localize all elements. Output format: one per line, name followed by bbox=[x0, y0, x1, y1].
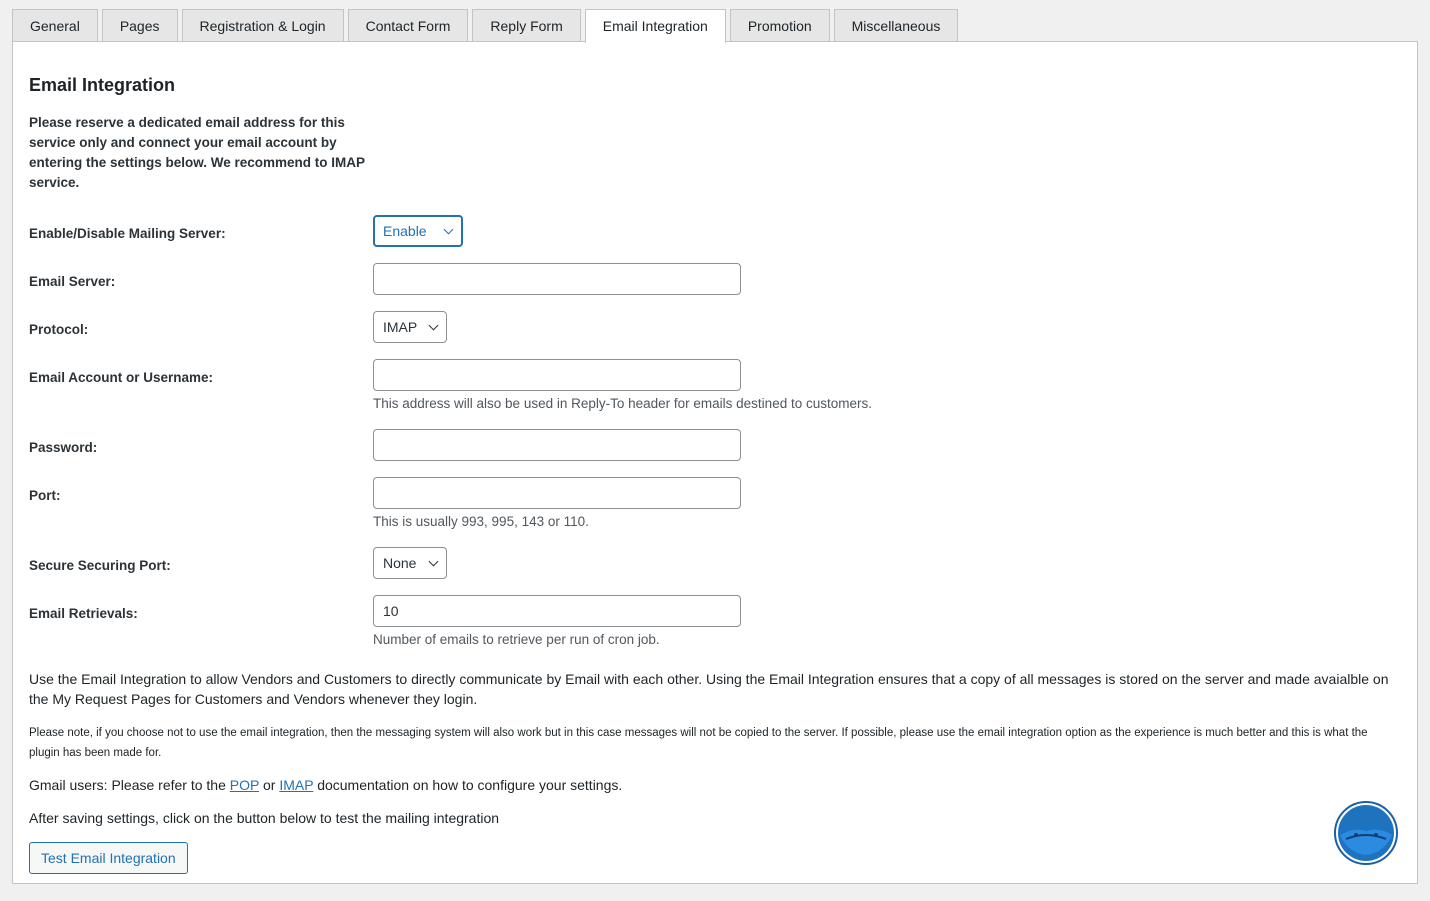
settings-panel bbox=[12, 41, 1418, 884]
pop-link[interactable]: POP bbox=[229, 777, 260, 793]
port-input[interactable] bbox=[373, 477, 741, 509]
gmail-or: or bbox=[262, 777, 276, 793]
note-paragraph: Please note, if you choose not to use the email integration, then the messaging system will also work but in this case messages will not be copied to the server. If possible, please use the email integration option as the experience is much better and this is what the plugin has been made for. bbox=[29, 727, 1368, 759]
password-label: Password: bbox=[29, 440, 98, 455]
tab-reply-form[interactable]: Reply Form bbox=[472, 9, 580, 42]
chevron-down-icon bbox=[429, 557, 439, 567]
test-email-integration-button[interactable]: Test Email Integration bbox=[29, 842, 188, 874]
retrievals-hint: Number of emails to retrieve per run of cron job. bbox=[373, 632, 660, 647]
info-paragraph: Use the Email Integration to allow Vendors and Customers to directly communicate by Email with each other. Using the Email Integration ensures that a copy of all messages is stored on the server and made avaialble on the My Request Pages for Customers and Vendors whenever they login. bbox=[29, 671, 1389, 707]
port-hint: This is usually 993, 995, 143 or 110. bbox=[373, 514, 589, 529]
after-save-text: After saving settings, click on the button below to test the mailing integration bbox=[29, 810, 500, 826]
tab-miscellaneous[interactable]: Miscellaneous bbox=[834, 9, 959, 42]
protocol-select[interactable] bbox=[373, 311, 447, 343]
account-hint: This address will also be used in Reply-To header for emails destined to customers. bbox=[373, 396, 872, 411]
protocol-value: IMAP bbox=[383, 319, 418, 335]
protocol-label: Protocol: bbox=[29, 322, 89, 337]
mailing-server-value: Enable bbox=[383, 223, 427, 239]
secure-port-value: None bbox=[383, 555, 417, 571]
account-label: Email Account or Username: bbox=[29, 370, 214, 385]
tab-email-integration[interactable]: Email Integration bbox=[585, 9, 726, 43]
port-label: Port: bbox=[29, 488, 61, 503]
chevron-down-icon bbox=[429, 321, 439, 331]
chevron-down-icon bbox=[444, 225, 454, 235]
password-input[interactable] bbox=[373, 429, 741, 461]
settings-tabs bbox=[12, 9, 958, 42]
mailing-server-select[interactable] bbox=[373, 215, 463, 247]
tab-promotion[interactable]: Promotion bbox=[730, 9, 830, 42]
tab-registration-login[interactable]: Registration & Login bbox=[182, 9, 344, 42]
section-title: Email Integration bbox=[29, 75, 176, 95]
retrievals-input[interactable] bbox=[373, 595, 741, 627]
tab-pages[interactable]: Pages bbox=[102, 9, 178, 42]
mailing-server-label: Enable/Disable Mailing Server: bbox=[29, 226, 226, 241]
imap-link[interactable]: IMAP bbox=[279, 777, 314, 793]
account-input[interactable] bbox=[373, 359, 741, 391]
secure-port-select[interactable] bbox=[373, 547, 447, 579]
gmail-suffix: documentation on how to configure your settings. bbox=[317, 777, 623, 793]
tab-general[interactable]: General bbox=[12, 9, 98, 42]
gmail-paragraph bbox=[29, 775, 1389, 795]
tab-contact-form[interactable]: Contact Form bbox=[348, 9, 469, 42]
secure-port-label: Secure Securing Port: bbox=[29, 558, 171, 573]
gmail-prefix: Gmail users: Please refer to the bbox=[29, 777, 226, 793]
retrievals-label: Email Retrievals: bbox=[29, 606, 138, 621]
email-server-label: Email Server: bbox=[29, 274, 116, 289]
email-server-input[interactable] bbox=[373, 263, 741, 295]
blob-mascot-icon[interactable] bbox=[1334, 801, 1398, 865]
section-intro: Please reserve a dedicated email address for this service only and connect your email account by entering the settings below. We recommend to IMAP service. bbox=[29, 115, 365, 190]
